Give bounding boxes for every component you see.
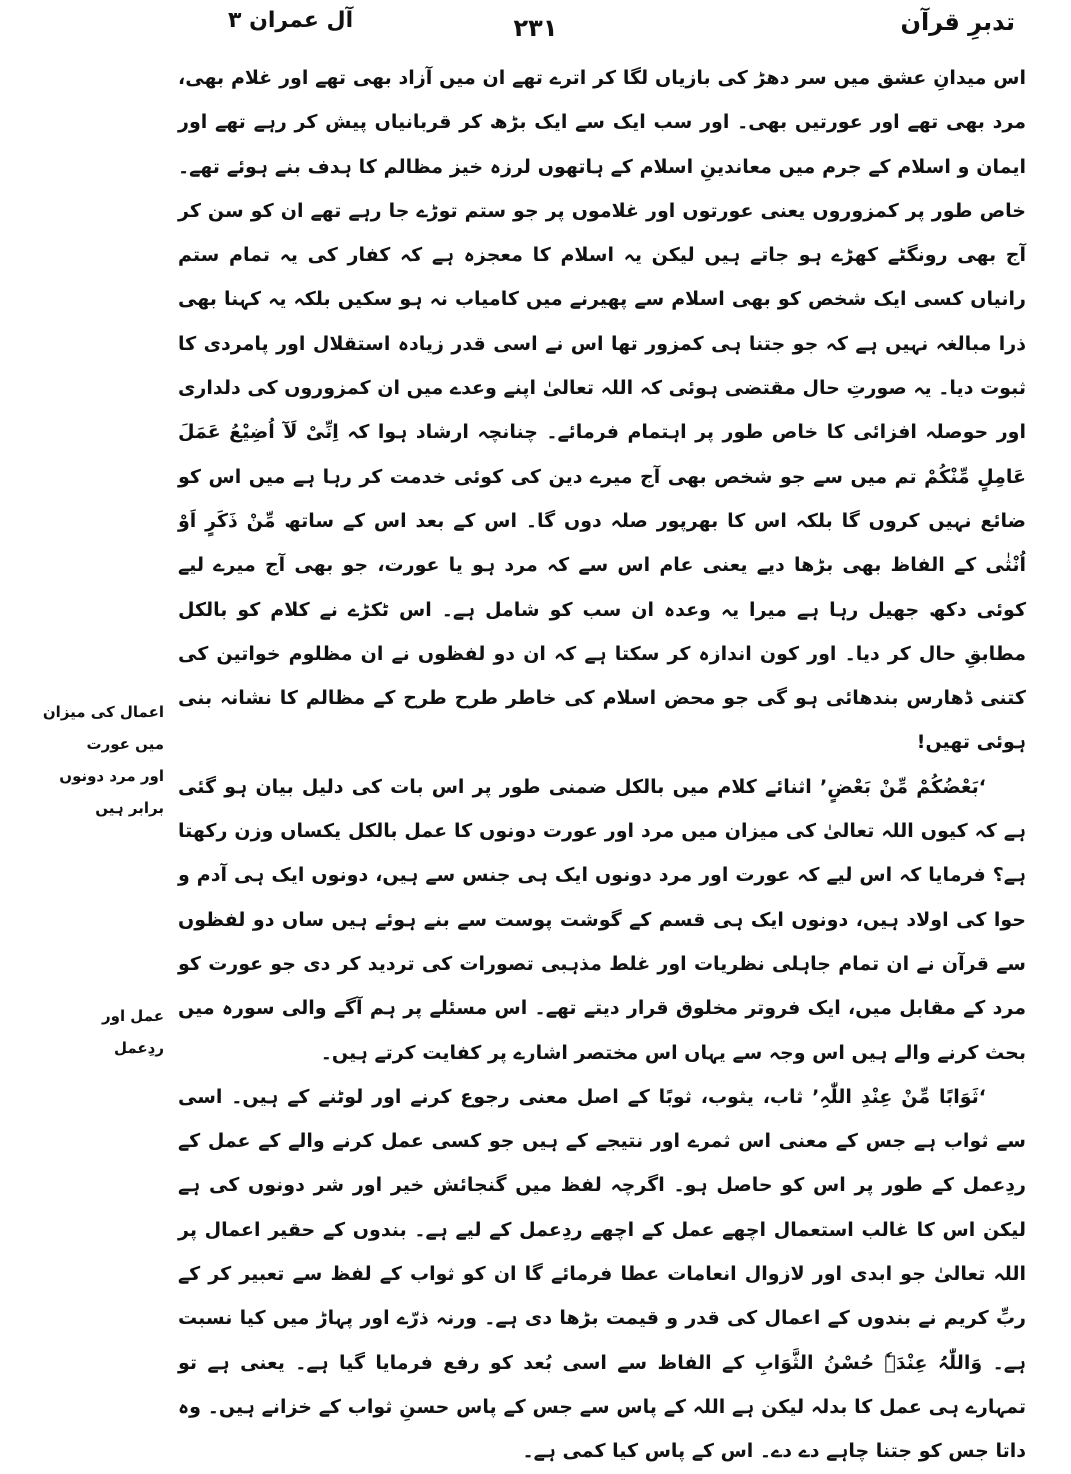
page-header xyxy=(0,0,1071,52)
paragraph: اس میدانِ عشق میں سر دھڑ کی بازیاں لگا کر اترے تھے ان میں آزاد بھی تھے اور غلام بھی، مرد بھی تھے اور عورتیں بھی۔ اور سب ایک سے ایک بڑھ کر قربانیاں پیش کر رہے تھے اور ایمان و اسلام کے جرم میں معاندینِ اسلام کے ہاتھوں لرزہ خیز مظالم کا ہدف بنے ہوئے تھے۔ خاص طور پر کمزوروں یعنی عورتوں اور غلاموں پر جو ستم توڑے جا رہے تھے ان کو سن کر آج بھی رونگٹے کھڑے ہو جاتے ہیں لیکن یہ اسلام کا معجزہ ہے کہ کفار کی یہ تمام ستم رانیاں کسی ایک شخص کو بھی اسلام سے پھیرنے میں کامیاب نہ ہو سکیں بلکہ یہ کہنا بھی ذرا مبالغہ نہیں ہے کہ جو جتنا ہی کمزور تھا اس نے اسی قدر زیادہ استقلال اور پامردی کا ثبوت دیا۔ یہ صورتِ حال مقتضی ہوئی کہ اللہ تعالیٰ اپنے وعدے میں ان کمزوروں کی دلداری اور حوصلہ افزائی کا خاص طور پر اہتمام فرمائے۔ چنانچہ ارشاد ہوا کہ اِنِّیْ لَآ اُضِیْعُ عَمَلَ عَامِلٍ مِّنْکُمْ تم میں سے جو شخص بھی آج میرے دین کی کوئی خدمت کر رہا ہے میں اس کو ضائع نہیں کروں گا بلکہ اس کا بھرپور صلہ دوں گا۔ اس کے بعد اس کے ساتھ مِّنْ ذَکَرٍ اَوْ اُنْثٰی کے الفاظ بھی بڑھا دیے یعنی عام اس سے کہ مرد ہو یا عورت، جو بھی آج میرے لیے کوئی دکھ جھیل رہا ہے میرا یہ وعدہ ان سب کو شامل ہے۔ اس ٹکڑے نے کلام کو بالکل مطابقِ حال کر دیا۔ اور کون اندازہ کر سکتا ہے کہ ان دو لفظوں نے ان مظلوم خواتین کی کتنی ڈھارس بندھائی ہو گی جو محض اسلام کی خاطر طرح طرح کے مظالم کا نشانہ بنی ہوئی تھیں! xyxy=(178,67,1026,754)
paragraph: ‘ثَوَابًا مِّنْ عِنْدِ اللّٰہِ’ ثاب، یثوب، ثوبًا کے اصل معنی رجوع کرنے اور لوٹنے کے ہیں۔ اسی سے ثواب ہے جس کے معنی اس ثمرے اور نتیجے کے ہیں جو کسی عمل کرنے والے کے عمل کے ردِعمل کے طور پر اس کو حاصل ہو۔ اگرچہ لفظ میں گنجائش خیر اور شر دونوں کی ہے لیکن اس کا غالب استعمال اچھے عمل کے اچھے ردِعمل کے لیے ہے۔ بندوں کے حقیر اعمال پر اللہ تعالیٰ جو ابدی اور لازوال انعامات عطا فرمائے گا ان کو ثواب کے لفظ سے تعبیر کر کے ربِّ کریم نے بندوں کے اعمال کی قدر و قیمت بڑھا دی ہے۔ ورنہ ذرّے اور پہاڑ میں کیا نسبت ہے۔ وَاللّٰہُ عِنْدَہٗ حُسْنُ الثَّوَابِ کے الفاظ سے اسی بُعد کو رفع فرمایا گیا ہے۔ یعنی ہے تو تمہارے ہی عمل کا بدلہ لیکن ہے اللہ کے پاس سے جس کے پاس حسنِ ثواب کے خزانے ہیں۔ وہ داتا جس کو جتنا چاہے دے دے۔ اس کے پاس کیا کمی ہے۔ xyxy=(178,1085,1026,1463)
margin-note-line: ردِعمل xyxy=(113,1039,164,1057)
margin-note-line: اور مرد دونوں xyxy=(59,767,164,785)
main-text xyxy=(178,56,1026,1474)
margin-note-line: برابر ہیں xyxy=(95,799,164,817)
margin-note xyxy=(42,696,164,824)
margin-note-line: اعمال کی میزان xyxy=(42,703,164,721)
margin-note xyxy=(46,1000,164,1064)
paragraph: ‘بَعْضُکُمْ مِّنْ بَعْضٍ’ اثنائے کلام میں بالکل ضمنی طور پر اس بات کی دلیل بیان ہو گئی ہے کہ کیوں اللہ تعالیٰ کی میزان میں مرد اور عورت دونوں کا عمل بالکل یکساں وزن رکھتا ہے؟ فرمایا کہ اس لیے کہ عورت اور مرد دونوں ایک ہی جنس سے ہیں، دونوں ایک ہی آدم و حوا کی اولاد ہیں، دونوں ایک ہی قسم کے گوشت پوست سے بنے ہوئے ہیں ساں دو لفظوں سے قرآن نے ان تمام جاہلی نظریات اور غلط مذہبی تصورات کی تردید کر دی جو عورت کو مرد کے مقابل میں، ایک فروتر مخلوق قرار دیتے تھے۔ اس مسئلے پر ہم آگے والی سورہ میں بحث کرنے والے ہیں اس وجہ سے یہاں اس مختصر اشارے پر کفایت کرتے ہیں۔ xyxy=(178,775,1026,1064)
page-number: ٢٣١ xyxy=(513,14,558,42)
margin-note-line: میں عورت xyxy=(86,735,164,753)
margin-note-line: عمل اور xyxy=(101,1007,164,1025)
book-title: تدبرِ قرآن xyxy=(900,8,1015,36)
surah-reference: آل عمران ٣ xyxy=(228,8,354,33)
